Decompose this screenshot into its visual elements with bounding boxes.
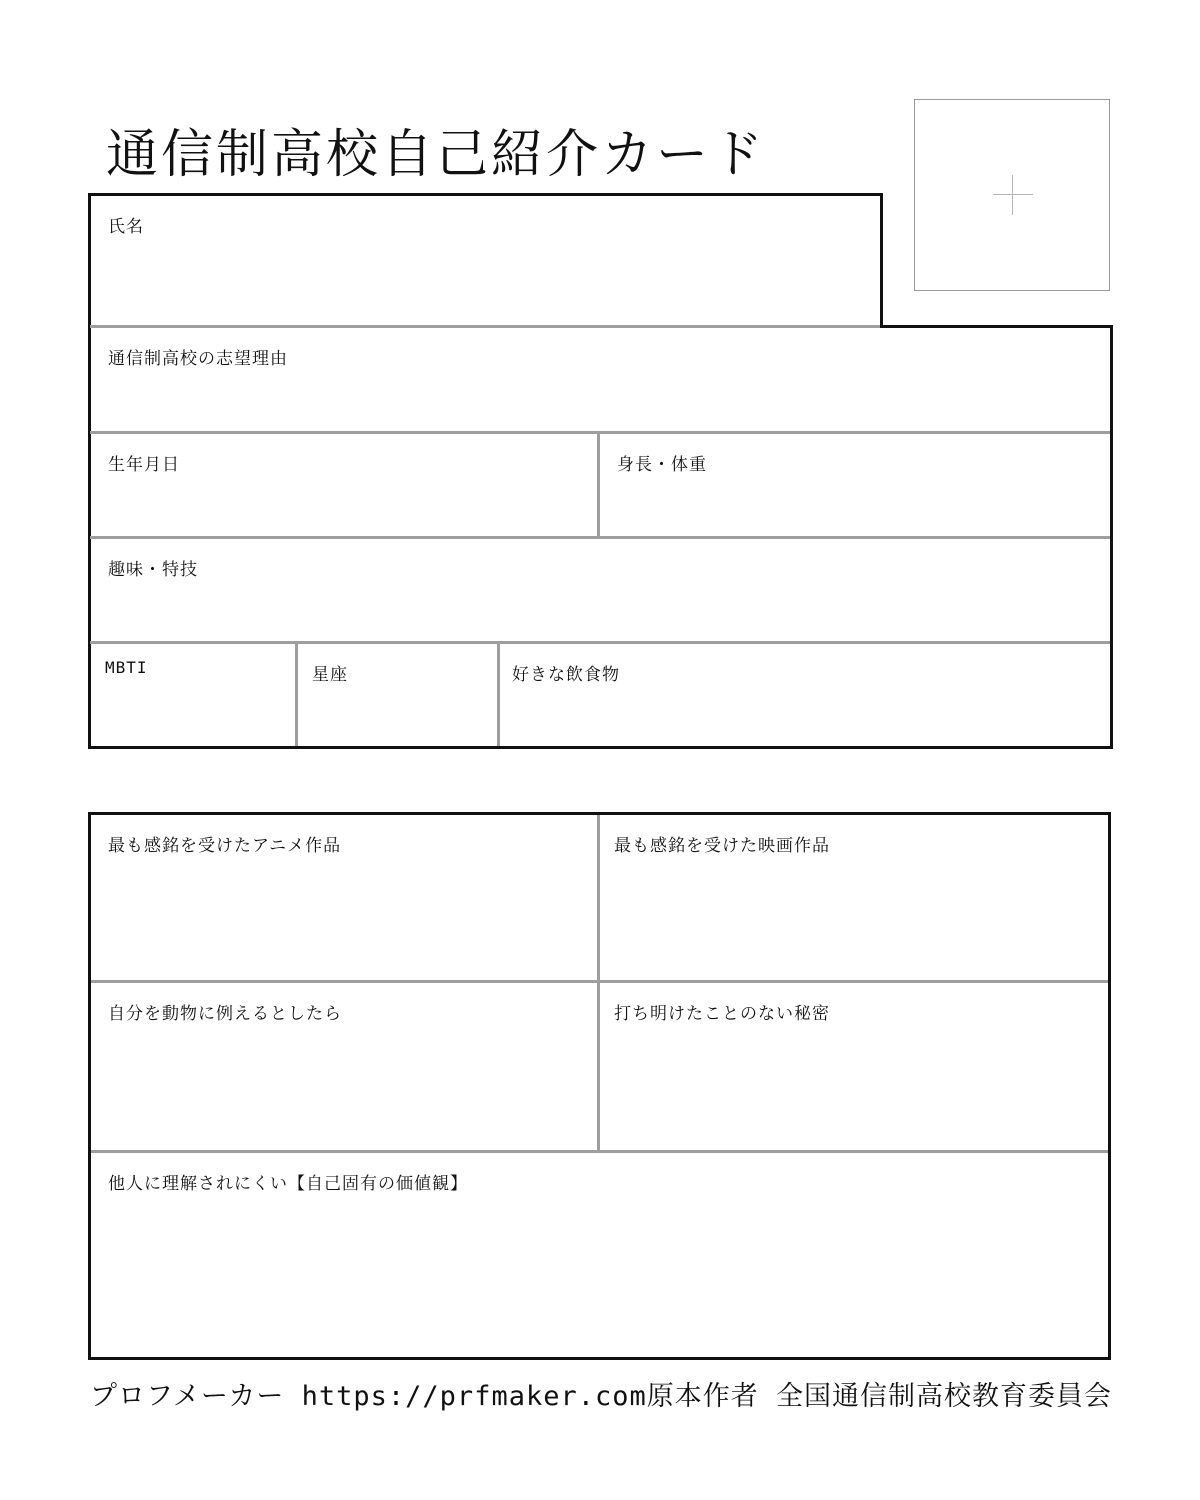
plus-icon [993,175,1033,215]
values-field[interactable] [91,1153,1108,1357]
photo-upload-box[interactable] [914,99,1110,291]
zodiac-field[interactable] [298,644,497,746]
birthday-field[interactable] [91,434,597,536]
mbti-field[interactable] [91,644,295,746]
reason-label: 通信制高校の志望理由 [108,349,288,369]
values-label: 他人に理解されにくい【自己固有の価値観】 [108,1174,468,1194]
table1-right-border [1110,325,1113,749]
name-label: 氏名 [108,217,144,237]
birthday-label: 生年月日 [108,455,180,475]
secret-label: 打ち明けたことのない秘密 [614,1004,830,1024]
table2-right-border [1108,812,1111,1360]
animal-field[interactable] [91,983,597,1150]
hobby-label: 趣味・特技 [108,560,198,580]
footer-credit: プロフメーカー https://prfmaker.com原本作者 全国通信制高校教育委員会 [90,1381,1112,1412]
secret-field[interactable] [600,983,1108,1150]
food-label: 好きな飲食物 [512,665,620,685]
page-title: 通信制高校自己紹介カード [106,125,767,185]
height-weight-field[interactable] [600,434,1110,536]
movie-field[interactable] [600,815,1108,980]
table2-bottom-border [88,1357,1111,1360]
table1-bottom-border [88,746,1113,749]
reason-field[interactable] [91,328,1110,431]
zodiac-label: 星座 [312,665,348,685]
name-field[interactable] [91,196,880,325]
height-weight-label: 身長・体重 [617,455,707,475]
animal-label: 自分を動物に例えるとしたら [108,1004,342,1024]
anime-label: 最も感銘を受けたアニメ作品 [108,836,342,856]
mbti-label: MBTI [105,658,148,677]
anime-field[interactable] [91,815,597,980]
name-right-border [880,193,883,328]
hobby-field[interactable] [91,539,1110,641]
movie-label: 最も感銘を受けた映画作品 [614,836,830,856]
food-field[interactable] [500,644,1110,746]
